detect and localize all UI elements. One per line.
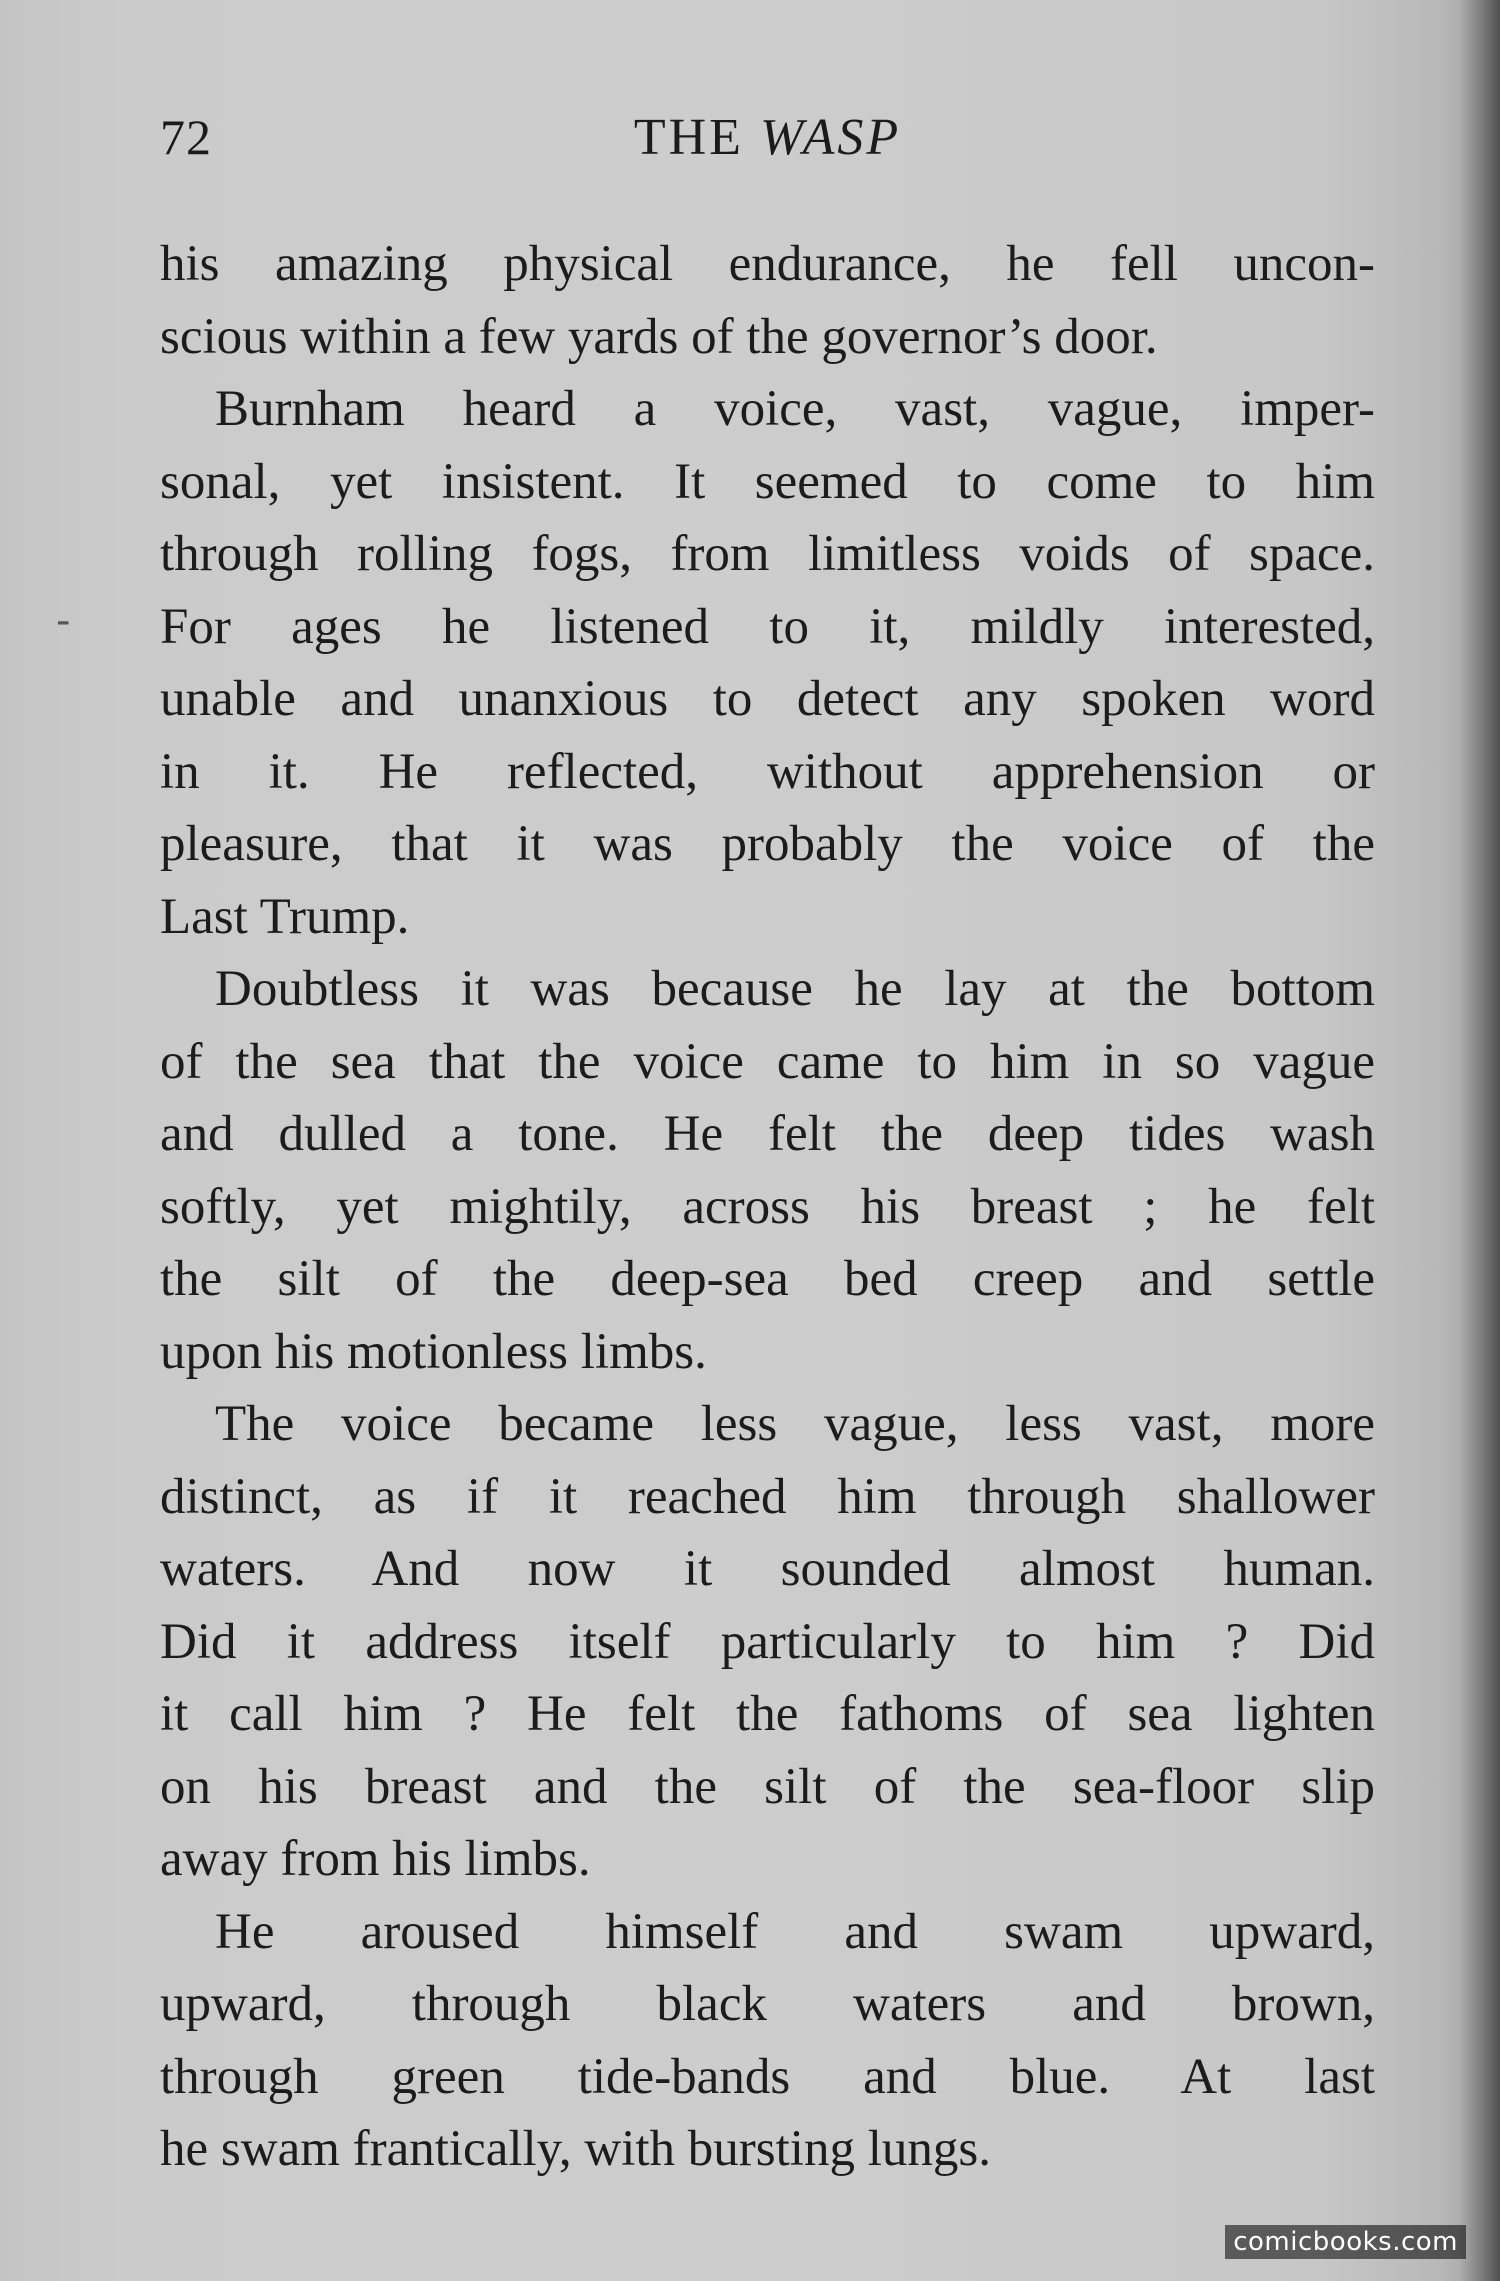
text-line: pleasure, that it was probably the voice of the xyxy=(160,816,1375,872)
running-header xyxy=(160,108,1375,168)
text-line: Burnham heard a voice, vast, vague, imper- xyxy=(215,381,1375,437)
text-line: the silt of the deep-sea bed creep and settle xyxy=(160,1251,1375,1307)
running-title xyxy=(160,108,1375,167)
text-line: of the sea that the voice came to him in so vague xyxy=(160,1033,1375,1090)
text-line: his amazing physical endurance, he fell uncon- xyxy=(160,236,1375,292)
text-line: He aroused himself and swam upward, xyxy=(215,1903,1375,1960)
body-text xyxy=(160,228,1375,2186)
running-title-plain: THE xyxy=(633,109,760,166)
text-line: and dulled a tone. He felt the deep tides wash xyxy=(160,1106,1375,1162)
text-line: in it. He reflected, without apprehension or xyxy=(160,743,1375,800)
text-line: Last Trump. xyxy=(160,888,410,945)
text-line: scious within a few yards of the governor’s door. xyxy=(160,308,1158,365)
text-line: For ages he listened to it, mildly interested, xyxy=(160,598,1375,655)
text-line: on his breast and the silt of the sea-floor slip xyxy=(160,1758,1375,1815)
page-number: 72 xyxy=(160,109,212,165)
text-line: sonal, yet insistent. It seemed to come to him xyxy=(160,453,1375,510)
text-line: upward, through black waters and brown, xyxy=(160,1976,1375,2032)
text-line: softly, yet mightily, across his breast ; he felt xyxy=(160,1178,1375,1235)
text-line: upon his motionless limbs. xyxy=(160,1323,707,1380)
text-line: away from his limbs. xyxy=(160,1831,591,1887)
watermark: comicbooks.com xyxy=(1225,2225,1466,2259)
running-title-italic: WASP xyxy=(759,109,902,166)
text-line: unable and unanxious to detect any spoken word xyxy=(160,671,1375,727)
page-edge-shadow xyxy=(1460,0,1500,2281)
text-line: The voice became less vague, less vast, more xyxy=(215,1396,1375,1452)
text-line: Doubtless it was because he lay at the bottom xyxy=(215,961,1375,1017)
text-line: he swam frantically, with bursting lungs. xyxy=(160,2121,991,2177)
text-line: Did it address itself particularly to him ? Did xyxy=(160,1613,1375,1670)
text-line: it call him ? He felt the fathoms of sea lighten xyxy=(160,1686,1375,1742)
text-line: distinct, as if it reached him through shallower xyxy=(160,1468,1375,1525)
text-line: through green tide-bands and blue. At last xyxy=(160,2048,1375,2105)
margin-tick-mark: - xyxy=(56,598,71,644)
text-line: through rolling fogs, from limitless voids of space. xyxy=(160,526,1375,582)
text-line: waters. And now it sounded almost human. xyxy=(160,1541,1375,1597)
